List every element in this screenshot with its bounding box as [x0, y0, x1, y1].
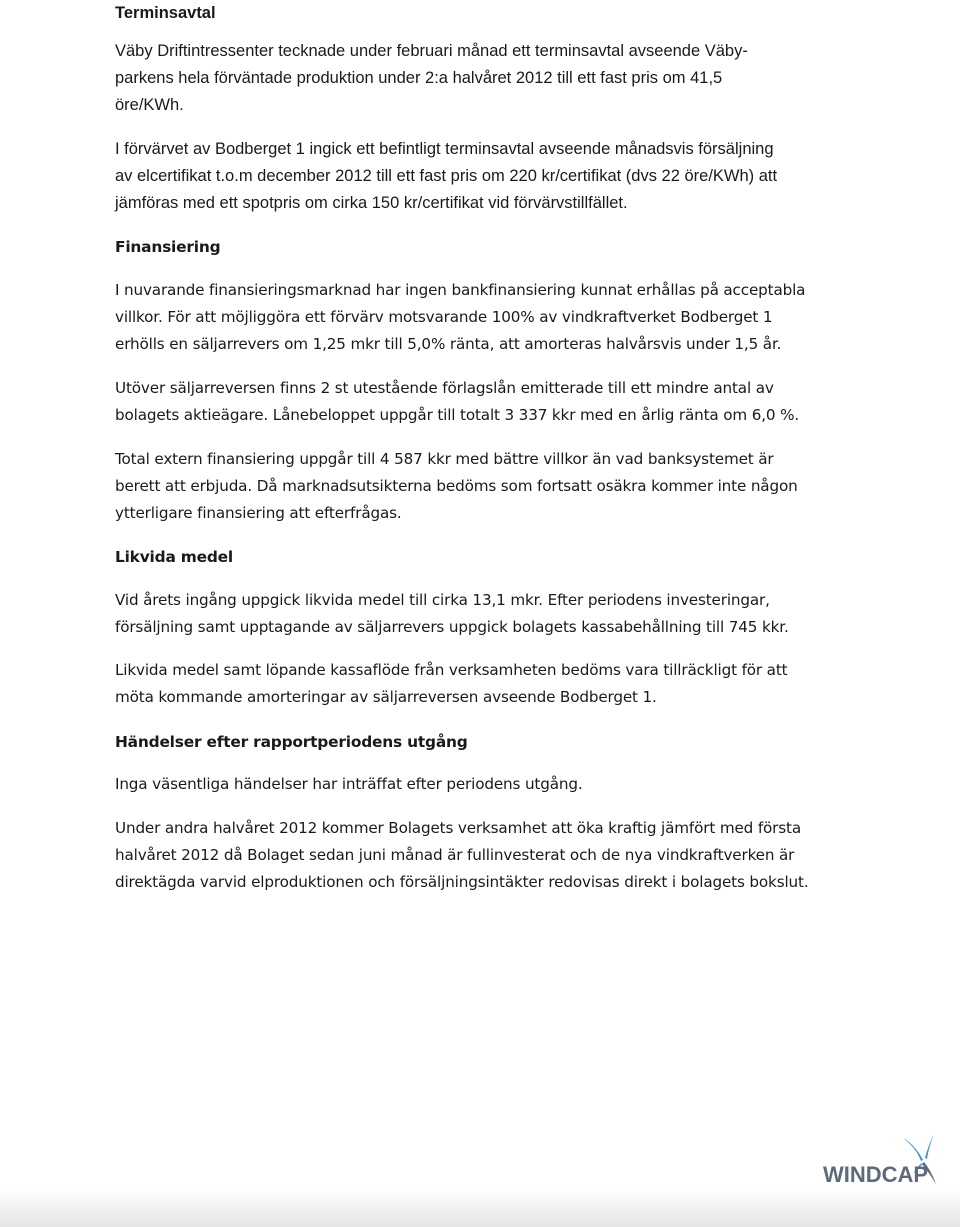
text-line: möta kommande amorteringar av säljarreversen avseende Bodberget 1.: [115, 688, 657, 706]
text-line: Vid årets ingång uppgick likvida medel till cirka 13,1 mkr. Efter periodens investeringar,: [115, 591, 770, 609]
logo-text: WINDCAP: [823, 1162, 929, 1187]
paragraph-finansiering-3: [115, 446, 845, 527]
text-line-mixed: [115, 163, 845, 190]
heading-terminsavtal: Terminsavtal: [115, 4, 216, 22]
text-line: Utöver säljarreversen finns 2 st utestående förlagslån emitterade till ett mindre antal av: [115, 379, 774, 397]
section-finansiering: [115, 234, 845, 261]
text-line: försäljning samt upptagande av säljarrevers uppgick bolagets kassabehållning till 745 kkr.: [115, 618, 789, 636]
text-line: Inga väsentliga händelser har inträffat efter periodens utgång.: [115, 775, 583, 793]
text-line: bolagets aktieägare. Lånebeloppet uppgår till totalt 3 337 kkr med en årlig ränta om 6,0 %.: [115, 406, 800, 424]
text-line: erhölls en säljarrevers om 1,25 mkr till 5,0% ränta, att amorteras halvårsvis under 1,5 år.: [115, 335, 782, 353]
paragraph-finansiering-2: [115, 375, 845, 429]
text-line: Under andra halvåret 2012 kommer Bolagets verksamhet att öka kraftig jämfört med första: [115, 819, 801, 837]
section-handelser: [115, 729, 845, 756]
text-fragment: m december 2012 till ett fast pris om 220 kr/certifikat (dvs 22 öre/KWh) att: [238, 167, 778, 185]
heading-finansiering: Finansiering: [115, 238, 221, 256]
text-line: jämföras med ett spotpris om cirka 150 kr/certifikat vid förvärvstillfället.: [115, 194, 628, 212]
text-line: öre/KWh.: [115, 96, 184, 114]
text-line: berett att erbjuda. Då marknadsutsikterna bedöms som fortsatt osäkra kommer inte någon: [115, 477, 798, 495]
text-line: Total extern finansiering uppgår till 4 587 kkr med bättre villkor än vad banksystemet är: [115, 450, 774, 468]
heading-handelser: Händelser efter rapportperiodens utgång: [115, 733, 468, 751]
text-line: Väby Driftintressenter tecknade under februari månad ett terminsavtal avseende Väby-: [115, 42, 748, 60]
section-terminsavtal: [115, 0, 845, 27]
paragraph-terminsavtal-1: [115, 38, 845, 119]
text-line: Likvida medel samt löpande kassaflöde från verksamheten bedöms vara tillräckligt för att: [115, 661, 788, 679]
text-line: villkor. För att möjliggöra ett förvärv motsvarande 100% av vindkraftverket Bodberget 1: [115, 308, 773, 326]
section-likvida-medel: [115, 544, 845, 571]
text-line: halvåret 2012 då Bolaget sedan juni månad är fullinvesterat och de nya vindkraftverken är: [115, 846, 795, 864]
paragraph-terminsavtal-2: [115, 136, 845, 217]
text-fragment: av elcertifikat t.o.: [115, 167, 239, 185]
paragraph-handelser-2: [115, 815, 845, 896]
paragraph-likvida-2: [115, 657, 845, 711]
text-line: parkens hela förväntade produktion under 2:a halvåret 2012 till ett fast pris om 41,5: [115, 69, 723, 87]
paragraph-handelser-1: [115, 771, 845, 798]
text-line: I nuvarande finansieringsmarknad har ingen bankfinansiering kunnat erhållas på acceptabla: [115, 281, 806, 299]
text-line: I förvärvet av Bodberget 1 ingick ett befintligt terminsavtal avseende månadsvis försäljning: [115, 140, 774, 158]
heading-likvida-medel: Likvida medel: [115, 548, 233, 566]
text-line: ytterligare finansiering att efterfrågas.: [115, 504, 402, 522]
paragraph-likvida-1: [115, 587, 845, 641]
windcap-logo: [815, 1130, 940, 1190]
paragraph-finansiering-1: [115, 277, 845, 358]
text-line: direktägda varvid elproduktionen och försäljningsintäkter redovisas direkt i bolagets bokslut.: [115, 873, 809, 891]
footer-band: [0, 1191, 960, 1227]
